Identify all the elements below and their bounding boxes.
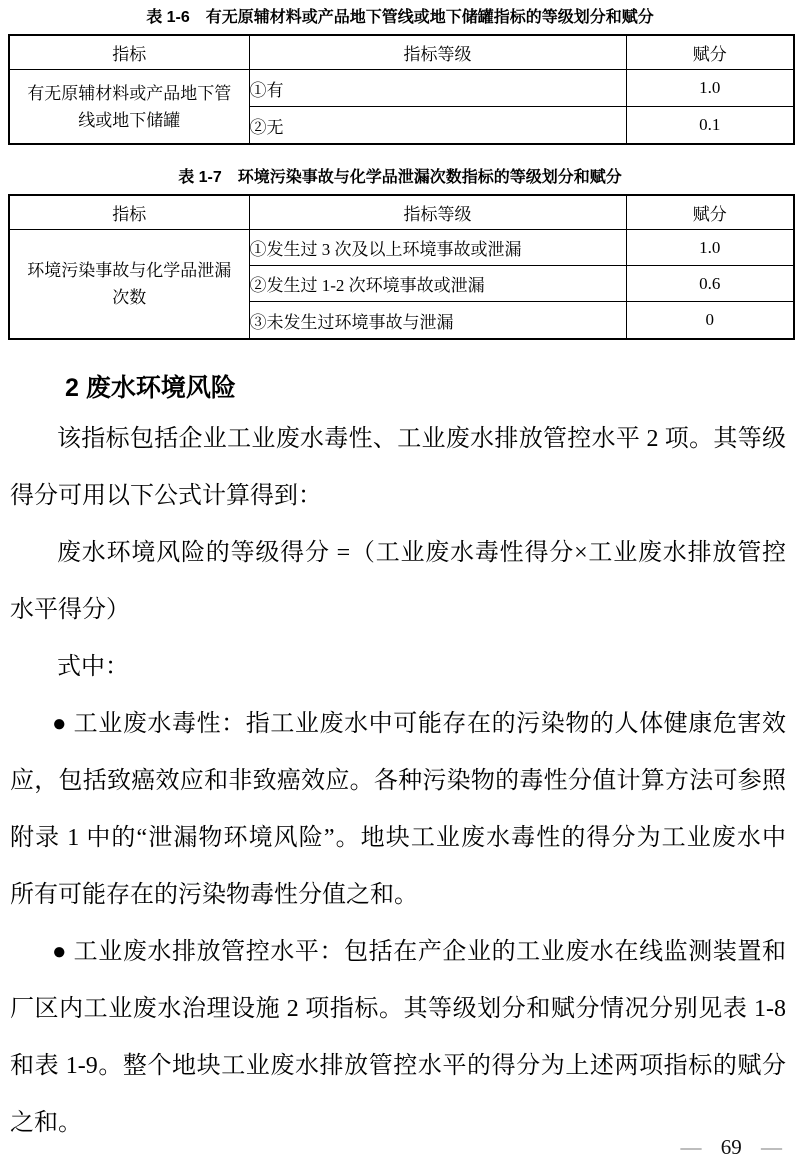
table-1-7-header-level: 指标等级 [249,195,626,230]
footer-dash-left: — [680,1135,702,1159]
table-1-6-header-level: 指标等级 [249,35,626,70]
paragraph-line: 之和。 [10,1110,82,1136]
level-cell: ②无 [249,107,626,145]
table-1-7-header-score: 赋分 [626,195,794,230]
bullet-line: ● 工业废水排放管控水平：包括在产企业的工业废水在线监测装置和 [52,939,786,965]
paragraph-line: 厂区内工业废水治理设施 2 项指标。其等级划分和赋分情况分别见表 1-8 [10,996,786,1022]
score-cell: 0.1 [626,107,794,145]
table-row [9,230,794,266]
paragraph-line: 所有可能存在的污染物毒性分值之和。 [10,882,418,908]
paragraph-line: 得分可用以下公式计算得到： [10,483,322,509]
page-footer [681,1136,783,1158]
indicator-line-2: 线或地下储罐 [78,110,181,130]
table-row [9,70,794,107]
table-1-6-indicator-cell [9,70,249,145]
table-1-6-header-row [9,35,794,70]
level-cell: ①发生过 3 次及以上环境事故或泄漏 [249,230,626,266]
formula-line: 废水环境风险的等级得分 =（工业废水毒性得分×工业废水排放管控 [57,540,786,566]
level-cell: ①有 [249,70,626,107]
table-1-7-header-row [9,195,794,230]
table-1-7-indicator-cell [9,230,249,340]
table-1-6-header-score: 赋分 [626,35,794,70]
body-text [10,411,786,1152]
score-cell: 1.0 [626,230,794,266]
table-1-7-header-indicator: 指标 [9,195,249,230]
table-1-7 [8,194,795,340]
table-1-6 [8,34,795,145]
section-heading: 2 废水环境风险 [65,374,236,402]
level-cell: ②发生过 1-2 次环境事故或泄漏 [249,266,626,302]
indicator-line-1: 有无原辅材料或产品地下管 [27,83,232,103]
score-cell: 1.0 [626,70,794,107]
paragraph-line: 该指标包括企业工业废水毒性、工业废水排放管控水平 2 项。其等级 [57,426,786,452]
table-1-7-caption: 表 1-7 环境污染事故与化学品泄漏次数指标的等级划分和赋分 [178,169,622,186]
page-number: 69 [720,1135,742,1159]
table-1-6-caption: 表 1-6 有无原辅材料或产品地下管线或地下储罐指标的等级划分和赋分 [146,9,654,26]
score-cell: 0.6 [626,266,794,302]
level-cell: ③未发生过环境事故与泄漏 [249,302,626,340]
paragraph-line: 和表 1-9。整个地块工业废水排放管控水平的得分为上述两项指标的赋分 [10,1053,786,1079]
table-1-6-header-indicator: 指标 [9,35,249,70]
paragraph-line: 附录 1 中的“泄漏物环境风险”。地块工业废水毒性的得分为工业废水中 [10,825,786,851]
score-cell: 0 [626,302,794,340]
indicator-line-2: 次数 [112,288,147,307]
bullet-line: ● 工业废水毒性：指工业废水中可能存在的污染物的人体健康危害效 [52,711,786,737]
footer-dash-right: — [761,1135,782,1159]
paragraph-line: 式中： [57,654,129,680]
paragraph-line: 应，包括致癌效应和非致癌效应。各种污染物的毒性分值计算方法可参照 [10,768,786,794]
formula-line: 水平得分） [10,597,130,623]
indicator-line-1: 环境污染事故与化学品泄漏 [27,261,232,280]
